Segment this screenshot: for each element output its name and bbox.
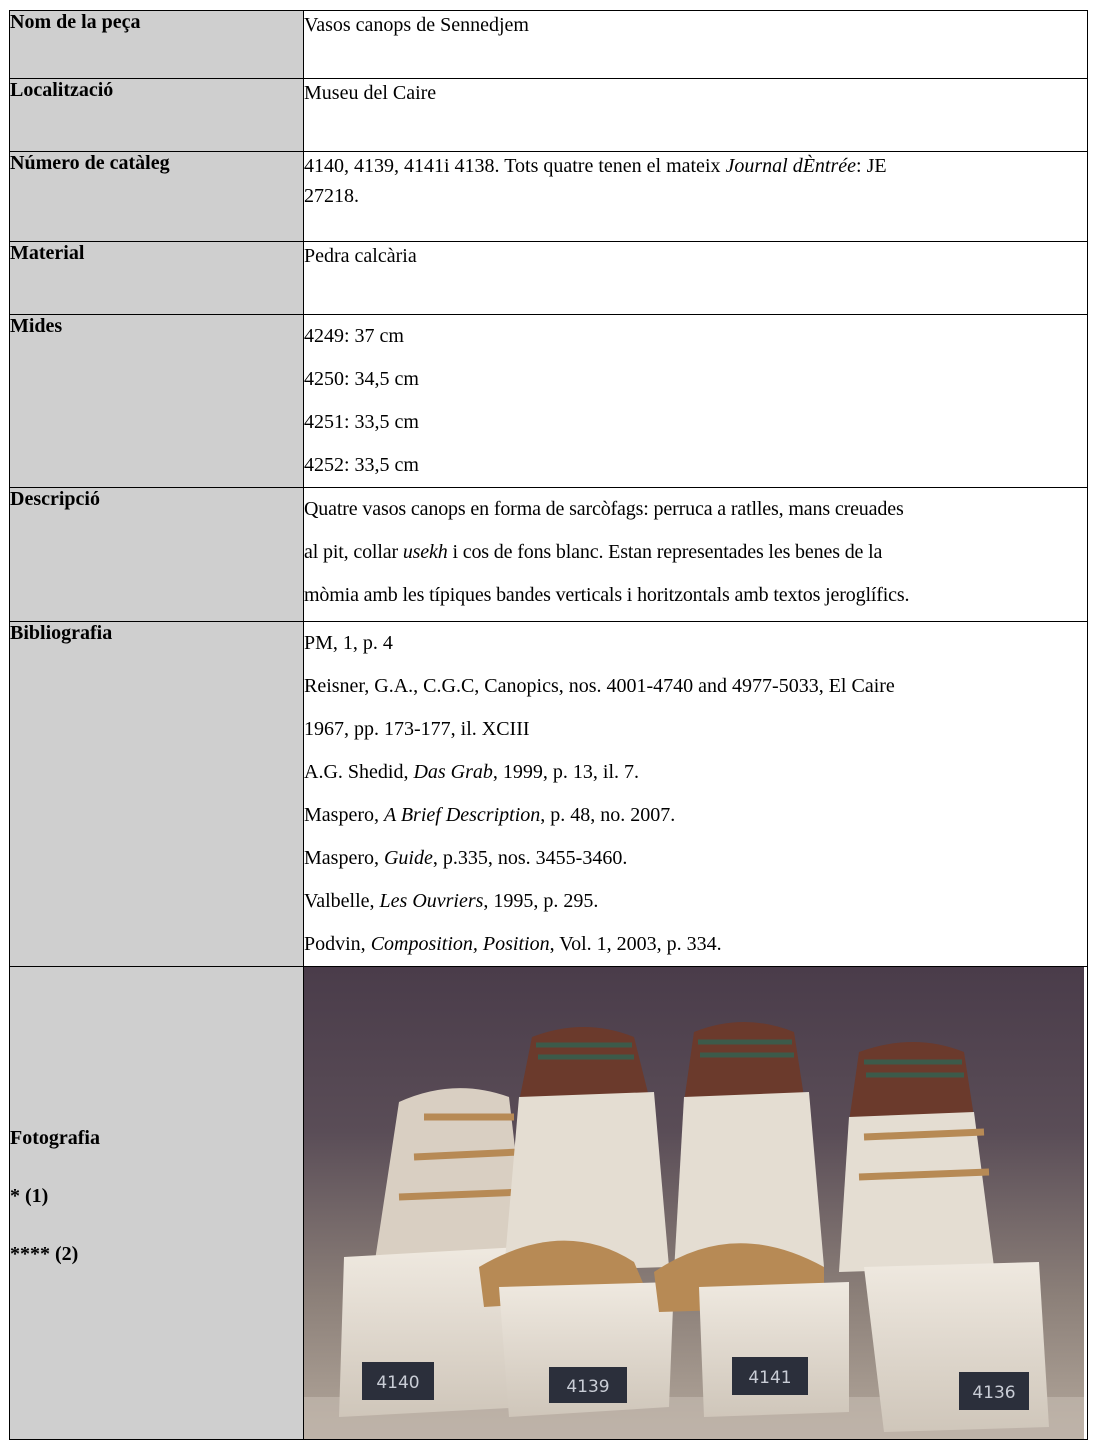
label-catalog-number [10,152,304,242]
value-name [304,11,1088,79]
row-material [10,242,1088,315]
bib-line [304,751,1087,794]
label-text: Nom de la peça [10,11,141,33]
label-name [10,11,304,79]
bib-line [304,837,1087,880]
italic-term: usekh [402,541,448,563]
text-span: : JE [856,155,887,177]
jar-number: 4140 [376,1373,420,1393]
italic-title: Journal dÈntrée [725,155,857,177]
bib-line [304,880,1087,923]
text-span: , 1999, p. 13, il. 7. [492,761,640,783]
value-line: 27218. [304,184,359,207]
jar-number: 4136 [972,1383,1016,1403]
text-span: al pit, collar [304,541,403,563]
label-material [10,242,304,315]
value-line [304,152,1087,182]
photo-note: * (1) [10,1185,49,1207]
value-material [304,242,1088,315]
row-dimensions [10,315,1088,488]
text-span: , p.335, nos. 3455-3460. [432,847,628,869]
italic-title: Guide [383,847,433,869]
row-location [10,79,1088,152]
label-text: Bibliografia [10,622,113,644]
italic-title: Les Ouvriers [379,890,484,912]
label-bibliography [10,622,304,967]
italic-title: Composition, Position [370,933,550,955]
photo-cell [304,967,1088,1440]
label-text: Localització [10,79,114,101]
text-span: , Vol. 1, 2003, p. 334. [549,933,722,955]
label-location [10,79,304,152]
photo-note: **** (2) [10,1243,79,1265]
text-span: 4140, 4139, 4141i 4138. Tots quatre tenen el mateix [304,155,726,177]
label-text: Mides [10,315,63,337]
value-line: Quatre vasos canops en forma de sarcòfags: perruca a ratlles, mans creuades [304,498,904,520]
value-catalog-number [304,152,1088,242]
canopic-jars-photo [304,967,1084,1439]
value-line: 4251: 33,5 cm [304,411,419,433]
value-dimensions [304,315,1088,488]
label-text: Descripció [10,488,100,510]
value-line: Museu del Caire [304,82,437,104]
canopic-jars-image [304,967,1084,1439]
italic-title: Das Grab [413,761,493,783]
bib-line: 1967, pp. 173-177, il. XCIII [304,718,530,740]
bib-line [304,923,1087,966]
label-text: Material [10,242,85,264]
text-span: , p. 48, no. 2007. [540,804,676,826]
label-dimensions [10,315,304,488]
row-catalog-number [10,152,1088,242]
value-line: 4249: 37 cm [304,325,404,347]
text-span: Podvin, [304,933,371,955]
label-photo [10,967,304,1440]
jar-number: 4141 [748,1368,792,1388]
value-line [304,531,1087,574]
bib-line: Reisner, G.A., C.G.C, Canopics, nos. 4001-4740 and 4977-5033, El Caire [304,675,895,697]
text-span: i cos de fons blanc. Estan representades les benes de la [447,541,883,563]
bib-line: PM, 1, p. 4 [304,632,393,654]
text-span: , 1995, p. 295. [483,890,599,912]
row-bibliography [10,622,1088,967]
label-text: Fotografia [10,1127,100,1149]
text-span: A.G. Shedid, [304,761,414,783]
row-description [10,488,1088,622]
label-text: Número de catàleg [10,152,170,174]
value-bibliography [304,622,1088,967]
bib-line [304,794,1087,837]
row-name [10,11,1088,79]
text-span: Maspero, [304,847,384,869]
text-span: Valbelle, [304,890,380,912]
catalog-card-table [9,10,1088,1440]
value-line: Vasos canops de Sennedjem [304,14,529,36]
value-line: 4252: 33,5 cm [304,454,419,476]
value-line: mòmia amb les típiques bandes verticals i horitzontals amb textos jeroglífics. [304,584,910,606]
value-line: Pedra calcària [304,245,417,267]
italic-title: A Brief Description [383,804,541,826]
value-line: 4250: 34,5 cm [304,368,419,390]
value-location [304,79,1088,152]
value-description [304,488,1088,622]
jar-number: 4139 [566,1377,610,1397]
label-description [10,488,304,622]
text-span: Maspero, [304,804,384,826]
row-photo [10,967,1088,1440]
